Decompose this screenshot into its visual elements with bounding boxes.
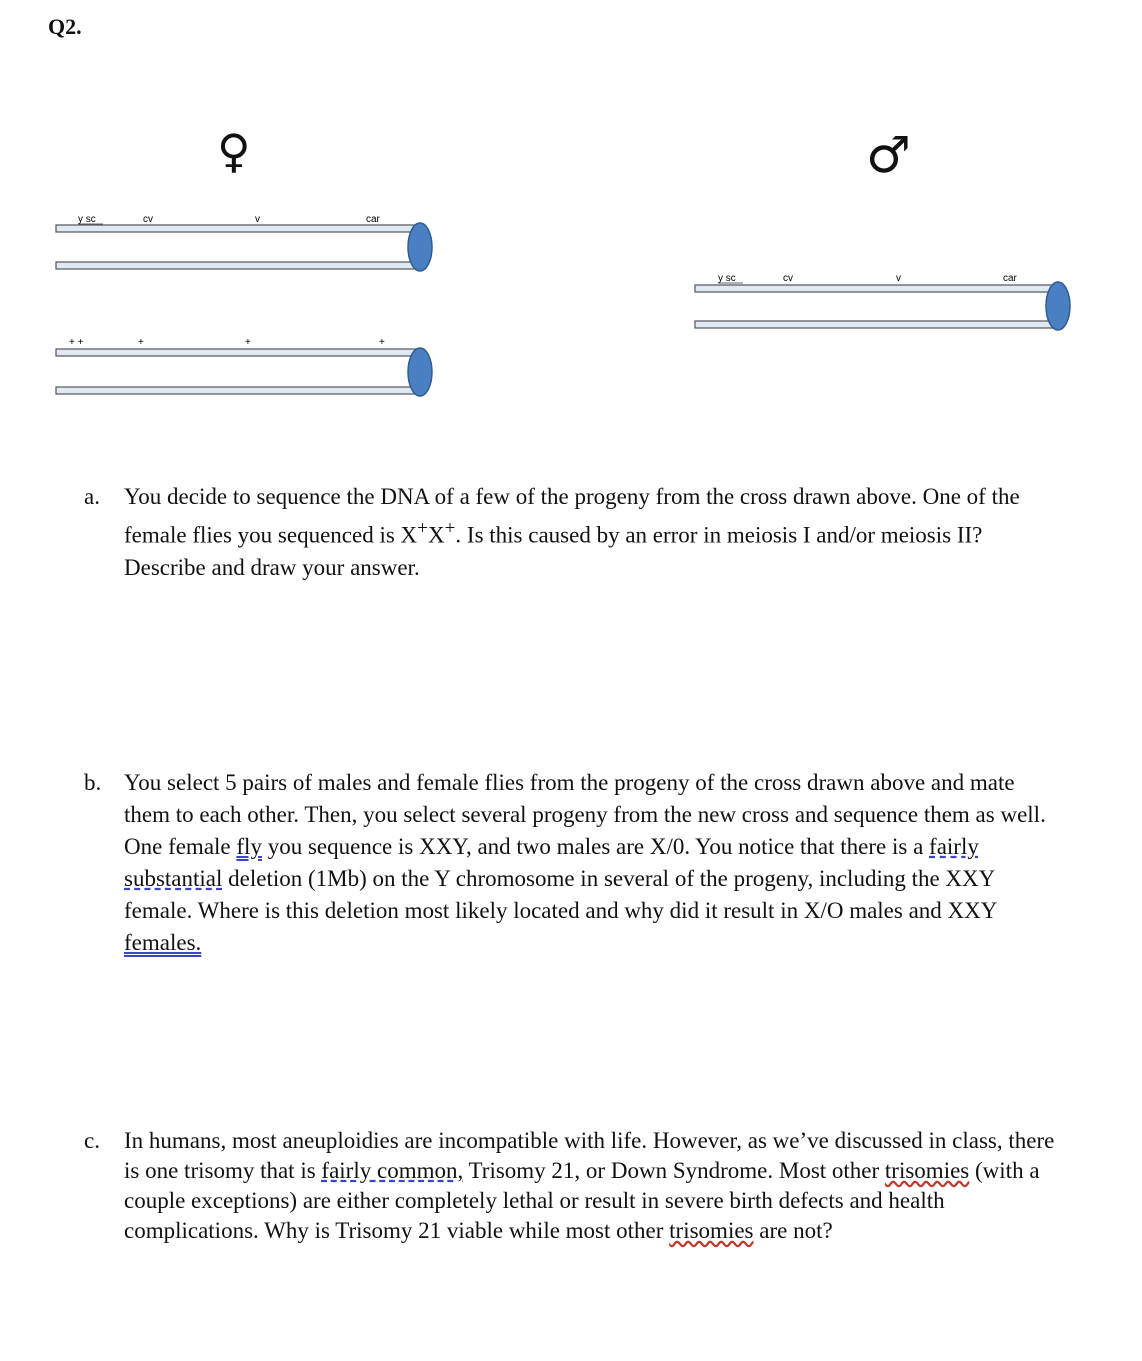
chromatid-bottom <box>56 262 418 269</box>
gene-label: y sc <box>718 273 736 284</box>
gene-label: + <box>379 337 385 348</box>
question-text: You decide to sequence the DNA of a few of the progeny from the cross drawn above. One of the female flies you sequenced is X+X+. Is this caused by an error in meiosis I and/or meiosis II? Describe and draw your answer. <box>124 484 1020 580</box>
gene-label: + <box>245 337 251 348</box>
question-letter: b. <box>84 770 102 795</box>
underlined-word: fly <box>236 834 262 859</box>
male-chromosome <box>695 273 1070 330</box>
underlined-word: trisomies <box>669 1218 754 1243</box>
chromosome-diagram <box>0 0 1142 470</box>
female-chromosome-2 <box>56 337 432 396</box>
gene-label: car <box>366 214 380 225</box>
chromatid-top <box>695 285 1057 292</box>
gene-label: cv <box>783 273 793 284</box>
question-text: You select 5 pairs of males and female flies from the progeny of the cross drawn above and mate them to each other. Then, you select several progeny from the new cross and sequence them as well. One female fly you sequence is XXY, and two males are X/0. You notice that there is a fairly substantial deletion (1Mb) on the Y chromosome in several of the progeny, including the XXY female. Where is this deletion most likely located and why did it result in X/O males and XXY females. <box>124 770 1046 955</box>
gene-label: car <box>1003 273 1017 284</box>
question-letter: c. <box>84 1128 100 1153</box>
question-b <box>84 767 1064 959</box>
question-c <box>84 1126 1064 1246</box>
centromere <box>408 223 432 271</box>
female-symbol-icon: ♀ <box>217 124 251 178</box>
centromere <box>408 348 432 396</box>
gene-label: cv <box>143 214 153 225</box>
male-symbol-icon: ♂ <box>866 126 911 184</box>
centromere <box>1046 282 1070 330</box>
chromatid-top <box>56 225 418 232</box>
question-number: Q2. <box>48 14 82 39</box>
question-a <box>84 481 1064 584</box>
question-text: In humans, most aneuploidies are incompatible with life. However, as we’ve discussed in class, there is one trisomy that is fairly common, Trisomy 21, or Down Syndrome. Most other trisomies (with a couple exceptions) are either completely lethal or result in severe birth defects and health complications. Why is Trisomy 21 viable while most other trisomies are not? <box>124 1128 1055 1243</box>
chromatid-bottom <box>56 387 418 394</box>
gene-label: + + <box>69 337 84 348</box>
underlined-word: females. <box>124 930 202 955</box>
gene-label: v <box>896 273 901 284</box>
underlined-word: trisomies <box>884 1158 970 1183</box>
underlined-phrase: fairly common, <box>321 1158 464 1183</box>
chromatid-bottom <box>695 321 1057 328</box>
chromatid-top <box>56 349 418 356</box>
underlined-phrase: fairly substantial <box>124 834 979 891</box>
gene-label: + <box>138 337 144 348</box>
gene-label: y sc <box>78 214 96 225</box>
female-chromosome-1 <box>56 214 432 271</box>
question-letter: a. <box>84 484 100 509</box>
gene-label: v <box>255 214 260 225</box>
